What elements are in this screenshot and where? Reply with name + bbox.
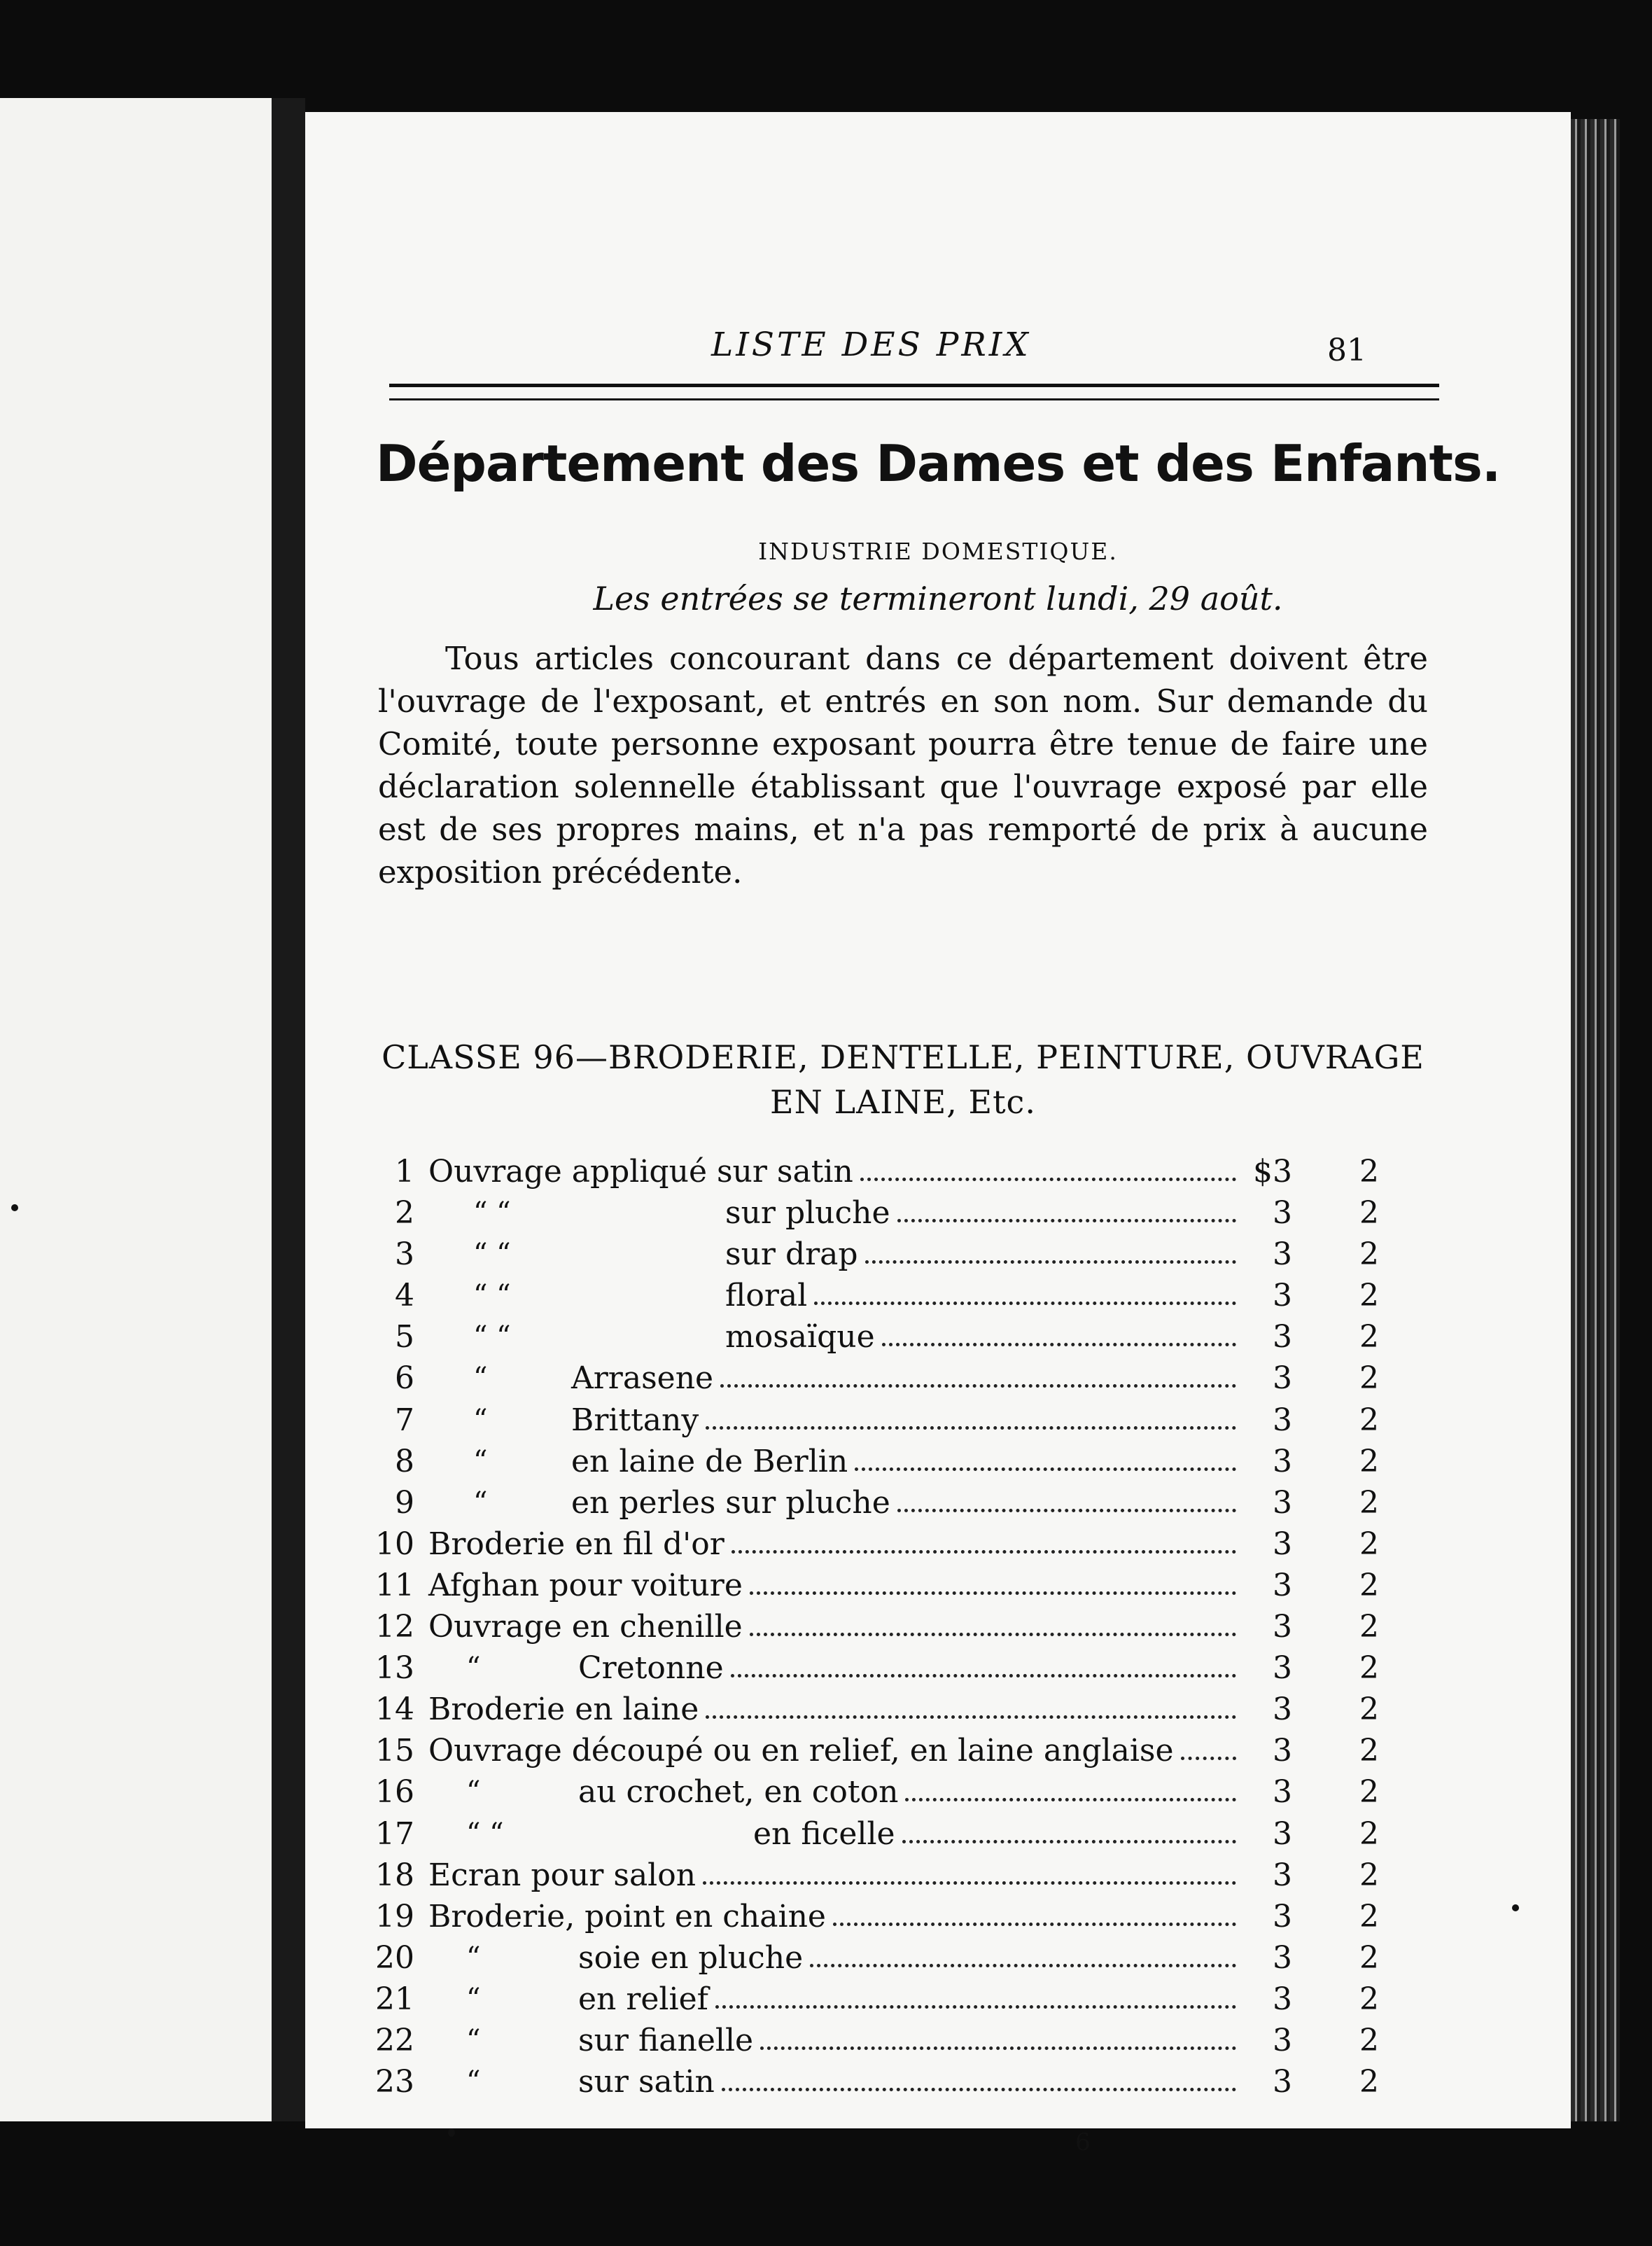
- ditto-mark: “: [466, 2065, 481, 2098]
- second-prize: 2: [1359, 1774, 1379, 1811]
- item-label: au crochet, en coton: [578, 1774, 899, 1811]
- dot-leader: [722, 2088, 1236, 2091]
- ditto-mark: “: [466, 1982, 481, 2015]
- speck: [1512, 1904, 1519, 1911]
- second-prize: 2: [1359, 1692, 1379, 1728]
- ditto-mark: “ “: [473, 1320, 511, 1353]
- first-prize: 3: [1273, 1692, 1292, 1728]
- list-item: [361, 2020, 1379, 2061]
- item-number: 6: [395, 1360, 414, 1397]
- second-prize: 2: [1359, 1733, 1379, 1769]
- dot-leader: [706, 1715, 1236, 1719]
- dot-leader: [1181, 1757, 1236, 1760]
- item-number: 13: [375, 1650, 414, 1687]
- first-prize: 3: [1273, 1402, 1292, 1438]
- first-prize: 3: [1273, 1195, 1292, 1232]
- item-label: sur drap: [725, 1236, 858, 1273]
- item-label: Ouvrage en chenille: [428, 1609, 743, 1645]
- item-number: 11: [375, 1567, 414, 1603]
- intro-paragraph: Tous articles concourant dans ce département doivent être l'ouvrage de l'exposant, et entrés en son nom. Sur demande du Comité, toute personne exposant pourra être tenue de faire une déclaration solennelle établissant que l'ouvrage exposé par elle est de ses propres mains, et n'a pas remporté de prix à aucune exposition précédente.: [378, 640, 1428, 891]
- item-label: Broderie en fil d'or: [428, 1526, 724, 1562]
- first-prize: 3: [1273, 1567, 1292, 1603]
- book-page: [305, 112, 1571, 2156]
- item-label: Ouvrage découpé ou en relief, en laine anglaise: [428, 1733, 1174, 1769]
- item-label: en laine de Berlin: [571, 1443, 848, 1479]
- ditto-mark: “: [473, 1444, 488, 1477]
- list-item: [361, 1192, 1379, 1234]
- second-prize: 2: [1359, 1402, 1379, 1438]
- second-prize: 2: [1359, 1609, 1379, 1645]
- second-prize: 2: [1359, 1981, 1379, 2017]
- running-title: LISTE DES PRIX: [711, 326, 1031, 364]
- second-prize: 2: [1359, 2064, 1379, 2100]
- dot-leader: [715, 2005, 1236, 2009]
- dot-leader: [902, 1840, 1236, 1843]
- list-item: [361, 1234, 1379, 1275]
- item-number: 23: [375, 2064, 414, 2100]
- item-number: 5: [395, 1319, 414, 1355]
- item-number: 18: [375, 1857, 414, 1893]
- second-prize: 2: [1359, 1319, 1379, 1355]
- item-label: Brittany: [571, 1402, 699, 1438]
- header-rule: [389, 384, 1439, 400]
- item-label: floral: [725, 1278, 808, 1314]
- subheading: INDUSTRIE DOMESTIQUE.: [758, 538, 1118, 565]
- first-prize: 3: [1273, 1898, 1292, 1934]
- dot-leader: [703, 1881, 1236, 1885]
- first-prize: 3: [1273, 1443, 1292, 1479]
- dot-leader: [706, 1426, 1236, 1430]
- item-number: 8: [395, 1443, 414, 1479]
- item-number: 4: [395, 1278, 414, 1314]
- facing-page: [0, 98, 272, 2121]
- list-item: [361, 1400, 1379, 1441]
- first-prize: 3: [1273, 2064, 1292, 2100]
- list-item: [361, 1689, 1379, 1730]
- item-label: Ouvrage appliqué sur satin: [428, 1154, 853, 1190]
- list-item: [361, 1358, 1379, 1399]
- list-item: [361, 1316, 1379, 1358]
- dot-leader: [720, 1384, 1236, 1388]
- second-prize: 2: [1359, 1154, 1379, 1190]
- item-number: 12: [375, 1609, 414, 1645]
- signature-mark: 6: [1075, 2128, 1091, 2156]
- dot-leader: [882, 1343, 1236, 1346]
- item-number: 2: [395, 1195, 414, 1232]
- first-prize: 3: [1273, 1857, 1292, 1893]
- ditto-mark: “ “: [473, 1279, 511, 1312]
- list-item: [361, 1647, 1379, 1689]
- dot-leader: [732, 1550, 1236, 1554]
- second-prize: 2: [1359, 1939, 1379, 1976]
- first-prize: 3: [1273, 1650, 1292, 1687]
- first-prize: 3: [1273, 1774, 1292, 1811]
- item-number: 22: [375, 2022, 414, 2058]
- first-prize: 3: [1273, 1484, 1292, 1521]
- first-prize: $3: [1253, 1154, 1292, 1190]
- page-number: 81: [1327, 333, 1366, 368]
- date-line: Les entrées se termineront lundi, 29 août.: [593, 580, 1283, 618]
- item-number: 3: [395, 1236, 414, 1273]
- dot-leader: [750, 1591, 1236, 1595]
- dot-leader: [760, 2046, 1236, 2050]
- second-prize: 2: [1359, 1650, 1379, 1687]
- list-item: [361, 1151, 1379, 1192]
- first-prize: 3: [1273, 1236, 1292, 1273]
- item-number: 9: [395, 1484, 414, 1521]
- second-prize: 2: [1359, 1278, 1379, 1314]
- dot-leader: [855, 1467, 1236, 1471]
- list-item: [361, 1937, 1379, 1979]
- second-prize: 2: [1359, 1443, 1379, 1479]
- list-item: [361, 1979, 1379, 2020]
- list-item: [361, 1896, 1379, 1937]
- first-prize: 3: [1273, 1733, 1292, 1769]
- dot-leader: [750, 1633, 1236, 1636]
- item-number: 14: [375, 1692, 414, 1728]
- second-prize: 2: [1359, 1526, 1379, 1562]
- department-title: Département des Dames et des Enfants.: [375, 434, 1501, 493]
- item-number: 17: [375, 1815, 414, 1852]
- speck: [448, 2128, 455, 2137]
- list-item: [361, 1565, 1379, 1606]
- item-label: Cretonne: [578, 1650, 724, 1687]
- item-number: 19: [375, 1898, 414, 1934]
- first-prize: 3: [1273, 1939, 1292, 1976]
- list-item: [361, 1813, 1379, 1855]
- item-label: en ficelle: [753, 1815, 895, 1852]
- second-prize: 2: [1359, 2022, 1379, 2058]
- list-item: [361, 1771, 1379, 1813]
- ditto-mark: “: [473, 1403, 488, 1436]
- item-number: 1: [395, 1154, 414, 1190]
- item-number: 10: [375, 1526, 414, 1562]
- ditto-mark: “ “: [466, 1817, 504, 1850]
- item-label: Broderie en laine: [428, 1692, 699, 1728]
- dot-leader: [897, 1509, 1236, 1512]
- list-item: [361, 1441, 1379, 1482]
- ditto-mark: “ “: [473, 1238, 511, 1271]
- item-number: 21: [375, 1981, 414, 2017]
- first-prize: 3: [1273, 1609, 1292, 1645]
- list-item: [361, 1275, 1379, 1316]
- speck: [11, 1204, 18, 1211]
- item-number: 7: [395, 1402, 414, 1438]
- item-label: sur fianelle: [578, 2022, 754, 2058]
- dot-leader: [860, 1178, 1236, 1181]
- second-prize: 2: [1359, 1195, 1379, 1232]
- item-label: mosaïque: [725, 1319, 875, 1355]
- class-heading: CLASSE 96—BRODERIE, DENTELLE, PEINTURE, OUVRAGE EN LAINE, Etc.: [382, 1038, 1424, 1121]
- ditto-mark: “: [473, 1486, 488, 1519]
- list-item: [361, 1523, 1379, 1565]
- item-label: en relief: [578, 1981, 708, 2017]
- ditto-mark: “ “: [473, 1197, 511, 1229]
- dot-leader: [731, 1674, 1236, 1677]
- first-prize: 3: [1273, 1278, 1292, 1314]
- list-item: [361, 1606, 1379, 1647]
- item-label: soie en pluche: [578, 1939, 804, 1976]
- item-label: Afghan pour voiture: [428, 1567, 743, 1603]
- list-item: [361, 1730, 1379, 1771]
- running-head: [305, 326, 1571, 375]
- second-prize: 2: [1359, 1236, 1379, 1273]
- dot-leader: [905, 1798, 1236, 1801]
- item-number: 16: [375, 1774, 414, 1811]
- dot-leader: [814, 1302, 1236, 1305]
- item-label: en perles sur pluche: [571, 1484, 890, 1521]
- price-list: [361, 1151, 1379, 2102]
- second-prize: 2: [1359, 1815, 1379, 1852]
- first-prize: 3: [1273, 1981, 1292, 2017]
- first-prize: 3: [1273, 1815, 1292, 1852]
- item-label: Arrasene: [571, 1360, 714, 1397]
- second-prize: 2: [1359, 1484, 1379, 1521]
- item-label: sur satin: [578, 2064, 715, 2100]
- item-label: Ecran pour salon: [428, 1857, 696, 1893]
- dot-leader: [833, 1923, 1236, 1926]
- item-label: Broderie, point en chaine: [428, 1898, 826, 1934]
- list-item: [361, 1855, 1379, 1896]
- first-prize: 3: [1273, 1526, 1292, 1562]
- ditto-mark: “: [466, 1941, 481, 1974]
- list-item: [361, 1482, 1379, 1523]
- list-item: [361, 2061, 1379, 2102]
- second-prize: 2: [1359, 1567, 1379, 1603]
- ditto-mark: “: [473, 1362, 488, 1395]
- first-prize: 3: [1273, 1319, 1292, 1355]
- second-prize: 2: [1359, 1898, 1379, 1934]
- first-prize: 3: [1273, 1360, 1292, 1397]
- dot-leader: [897, 1219, 1236, 1222]
- item-number: 15: [375, 1733, 414, 1769]
- item-label: sur pluche: [725, 1195, 890, 1232]
- second-prize: 2: [1359, 1360, 1379, 1397]
- dot-leader: [810, 1964, 1236, 1967]
- ditto-mark: “: [466, 2023, 481, 2056]
- first-prize: 3: [1273, 2022, 1292, 2058]
- page-edges: [1571, 119, 1620, 2121]
- ditto-mark: “: [466, 1652, 481, 1684]
- ditto-mark: “: [466, 1776, 481, 1808]
- second-prize: 2: [1359, 1857, 1379, 1893]
- item-number: 20: [375, 1939, 414, 1976]
- book-gutter: [272, 98, 305, 2121]
- dot-leader: [865, 1260, 1236, 1264]
